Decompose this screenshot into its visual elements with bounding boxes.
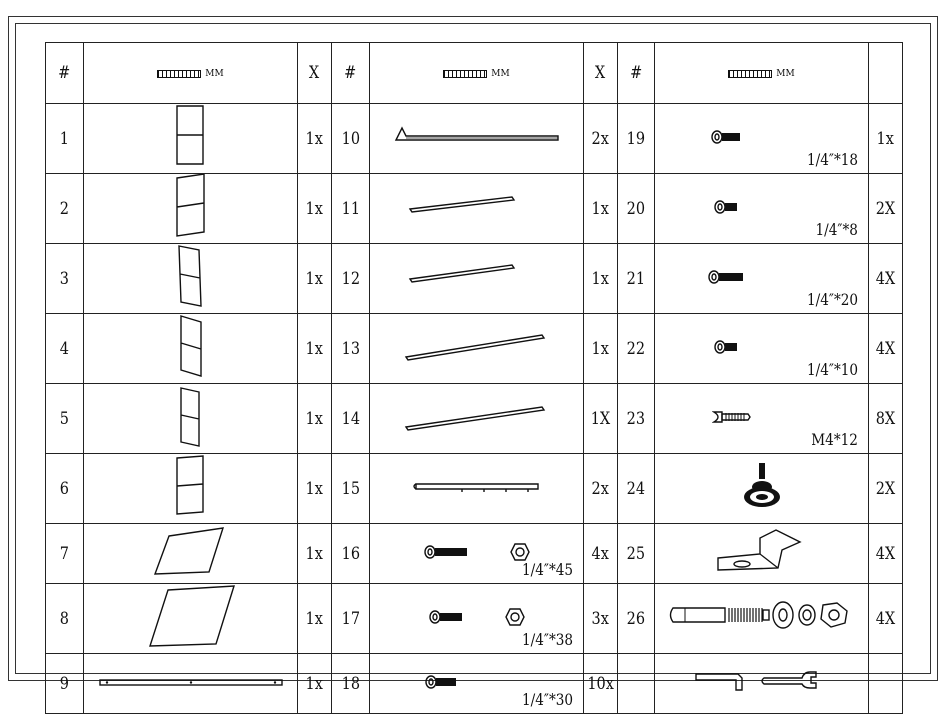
header-row [46, 43, 903, 104]
part-number: 23 [626, 408, 646, 429]
notched-rail-icon [412, 478, 542, 494]
part-number: 9 [59, 673, 70, 694]
part-number-cell [332, 584, 370, 654]
part-quantity: 2x [591, 128, 610, 149]
part-drawing-cell [84, 654, 298, 714]
header-num-cell [332, 43, 370, 104]
part-quantity: 4X [875, 268, 896, 289]
unit-label: MM [491, 69, 510, 79]
part-quantity: 4X [875, 543, 896, 564]
part-quantity-cell [298, 524, 332, 584]
part-number-cell [618, 314, 655, 384]
panel-frame-icon [171, 174, 211, 238]
header-num-cell [46, 43, 84, 104]
part-drawing-cell [84, 384, 298, 454]
header-dimension-cell [655, 43, 869, 104]
panel-frame-icon [171, 384, 211, 448]
part-number: 21 [626, 268, 646, 289]
part-quantity-cell [298, 244, 332, 314]
header-qty-label: X [595, 63, 606, 83]
part-quantity: 1x [305, 673, 324, 694]
anchor-bolt-set-icon [667, 601, 857, 631]
rail-icon [402, 399, 552, 433]
part-number: 4 [59, 338, 70, 359]
part-quantity-cell [298, 104, 332, 174]
part-number-cell [46, 654, 84, 714]
part-quantity-cell [298, 174, 332, 244]
header-qty-label: X [309, 63, 320, 83]
part-drawing-cell [655, 584, 869, 654]
part-quantity-cell [869, 384, 903, 454]
part-number: 16 [341, 543, 360, 564]
part-size-label: 1/4″*45 [521, 560, 573, 579]
leveling-foot-icon [740, 461, 784, 511]
table-row [46, 174, 903, 244]
parts-table [45, 42, 903, 714]
panel-frame-icon [171, 244, 211, 308]
part-number: 26 [626, 608, 646, 629]
rail-icon [402, 259, 552, 293]
part-quantity-cell [869, 524, 903, 584]
part-quantity: 10x [587, 673, 614, 694]
part-quantity-cell [869, 174, 903, 244]
ruler-icon [443, 63, 509, 83]
part-quantity: 4x [591, 543, 610, 564]
part-quantity: 4X [875, 338, 896, 359]
part-quantity: 8X [875, 408, 896, 429]
part-number-cell [618, 654, 655, 714]
part-quantity-cell [869, 454, 903, 524]
part-number: 17 [341, 608, 360, 629]
part-quantity: 1x [305, 128, 324, 149]
part-drawing-cell [370, 244, 584, 314]
header-num-label: # [629, 63, 643, 83]
header-qty-cell [869, 43, 903, 104]
part-number-cell [332, 104, 370, 174]
header-num-label: # [344, 63, 357, 83]
slanted-panel-icon [146, 584, 236, 648]
part-number: 8 [59, 608, 70, 629]
part-size-label: 1/4″*30 [521, 690, 573, 709]
part-drawing-cell [370, 314, 584, 384]
part-quantity: 1x [591, 338, 610, 359]
table-row [46, 244, 903, 314]
bolt-nut-icon [429, 609, 525, 629]
part-number-cell [46, 314, 84, 384]
part-quantity: 2X [875, 478, 896, 499]
table-row [46, 454, 903, 524]
part-quantity-cell [869, 654, 903, 714]
part-number-cell [332, 524, 370, 584]
part-drawing-cell [655, 384, 869, 454]
part-drawing-cell [370, 584, 584, 654]
part-quantity: 1x [305, 198, 324, 219]
part-drawing-cell [655, 244, 869, 314]
part-number: 12 [341, 268, 360, 289]
header-qty-cell [298, 43, 332, 104]
part-drawing-cell [370, 654, 584, 714]
rail-icon [402, 189, 552, 223]
part-quantity: 2X [875, 198, 896, 219]
part-number-cell [46, 524, 84, 584]
part-quantity-cell [298, 654, 332, 714]
long-bar-icon [99, 677, 283, 689]
part-quantity-cell [298, 454, 332, 524]
table-row [46, 314, 903, 384]
part-quantity: 1x [305, 478, 324, 499]
part-number: 1 [59, 128, 70, 149]
part-quantity-cell [298, 584, 332, 654]
part-quantity-cell [298, 314, 332, 384]
part-drawing-cell [370, 384, 584, 454]
part-drawing-cell [84, 244, 298, 314]
part-number-cell [618, 384, 655, 454]
part-drawing-cell [655, 314, 869, 384]
part-size-label: 1/4″*18 [806, 150, 858, 169]
part-number-cell [332, 244, 370, 314]
part-drawing-cell [655, 454, 869, 524]
part-quantity-cell [584, 174, 618, 244]
part-quantity-cell [298, 384, 332, 454]
part-quantity-cell [584, 314, 618, 384]
part-size-label: M4*12 [811, 430, 858, 449]
part-number-cell [332, 454, 370, 524]
part-size-label: 1/4″*10 [806, 360, 858, 379]
part-drawing-cell [370, 104, 584, 174]
part-quantity-cell [869, 244, 903, 314]
header-dimension-cell [84, 43, 298, 104]
part-number: 11 [341, 198, 360, 219]
header-num-label: # [58, 63, 71, 83]
part-quantity: 1x [591, 198, 610, 219]
part-number: 6 [59, 478, 70, 499]
part-quantity: 1x [305, 543, 324, 564]
part-quantity-cell [584, 654, 618, 714]
part-drawing-cell [370, 524, 584, 584]
part-drawing-cell [84, 454, 298, 524]
part-number-cell [46, 584, 84, 654]
part-drawing-cell [84, 524, 298, 584]
part-number: 3 [59, 268, 70, 289]
part-quantity: 2x [591, 478, 610, 499]
ruler-icon [728, 63, 794, 83]
panel-frame-icon [171, 454, 211, 518]
part-number: 7 [59, 543, 70, 564]
part-number: 10 [341, 128, 360, 149]
header-num-cell [618, 43, 655, 104]
part-quantity: 1x [305, 338, 324, 359]
part-number-cell [46, 244, 84, 314]
part-number-cell [46, 454, 84, 524]
part-number-cell [46, 104, 84, 174]
part-number: 13 [341, 338, 360, 359]
table-row [46, 654, 903, 714]
part-number-cell [618, 174, 655, 244]
part-number-cell [618, 244, 655, 314]
part-drawing-cell [655, 104, 869, 174]
part-number: 19 [626, 128, 646, 149]
rail-icon [402, 329, 552, 363]
panel-frame-icon [171, 104, 211, 168]
table-row [46, 104, 903, 174]
part-quantity-cell [584, 454, 618, 524]
header-dimension-cell [370, 43, 584, 104]
part-quantity-cell [584, 244, 618, 314]
part-number: 5 [59, 408, 70, 429]
part-quantity: 1x [305, 408, 324, 429]
part-quantity-cell [869, 104, 903, 174]
part-quantity-cell [584, 584, 618, 654]
part-quantity: 1x [591, 268, 610, 289]
part-quantity-cell [584, 384, 618, 454]
part-number: 14 [341, 408, 360, 429]
part-drawing-cell [84, 584, 298, 654]
part-number: 15 [341, 478, 360, 499]
part-drawing-cell [655, 174, 869, 244]
part-number: 25 [626, 543, 646, 564]
part-number-cell [332, 174, 370, 244]
part-size-label: 1/4″*8 [815, 220, 858, 239]
part-quantity: 1x [876, 128, 895, 149]
unit-label: MM [776, 69, 795, 79]
part-drawing-cell [655, 654, 869, 714]
part-drawing-cell [84, 174, 298, 244]
part-quantity-cell [584, 524, 618, 584]
part-quantity: 1X [590, 408, 611, 429]
table-row [46, 584, 903, 654]
table-row [46, 524, 903, 584]
slanted-panel-icon [151, 526, 231, 576]
part-size-label: 1/4″*20 [806, 290, 858, 309]
part-number-cell [618, 104, 655, 174]
l-bracket-icon [714, 528, 810, 574]
header-qty-cell [584, 43, 618, 104]
part-number-cell [618, 524, 655, 584]
part-quantity: 3x [591, 608, 610, 629]
part-quantity-cell [869, 584, 903, 654]
part-quantity-cell [584, 104, 618, 174]
part-number-cell [332, 314, 370, 384]
unit-label: MM [205, 69, 224, 79]
part-drawing-cell [370, 454, 584, 524]
part-number: 22 [626, 338, 646, 359]
part-quantity: 1x [305, 608, 324, 629]
part-drawing-cell [370, 174, 584, 244]
hex-key-wrench-icon [692, 668, 832, 694]
part-number: 2 [59, 198, 70, 219]
part-number: 20 [626, 198, 646, 219]
part-number-cell [618, 454, 655, 524]
part-number: 24 [626, 478, 646, 499]
part-size-label: 1/4″*38 [521, 630, 573, 649]
part-number: 18 [341, 673, 360, 694]
table-row [46, 384, 903, 454]
ruler-icon [157, 63, 223, 83]
bracket-rod-icon [392, 124, 562, 148]
part-drawing-cell [655, 524, 869, 584]
part-drawing-cell [84, 104, 298, 174]
part-number-cell [332, 654, 370, 714]
panel-frame-icon [171, 314, 211, 378]
part-number-cell [618, 584, 655, 654]
bolt-nut-icon [424, 544, 530, 564]
part-number-cell [332, 384, 370, 454]
part-quantity: 4X [875, 608, 896, 629]
part-number-cell [46, 384, 84, 454]
part-quantity: 1x [305, 268, 324, 289]
part-quantity-cell [869, 314, 903, 384]
part-drawing-cell [84, 314, 298, 384]
part-number-cell [46, 174, 84, 244]
